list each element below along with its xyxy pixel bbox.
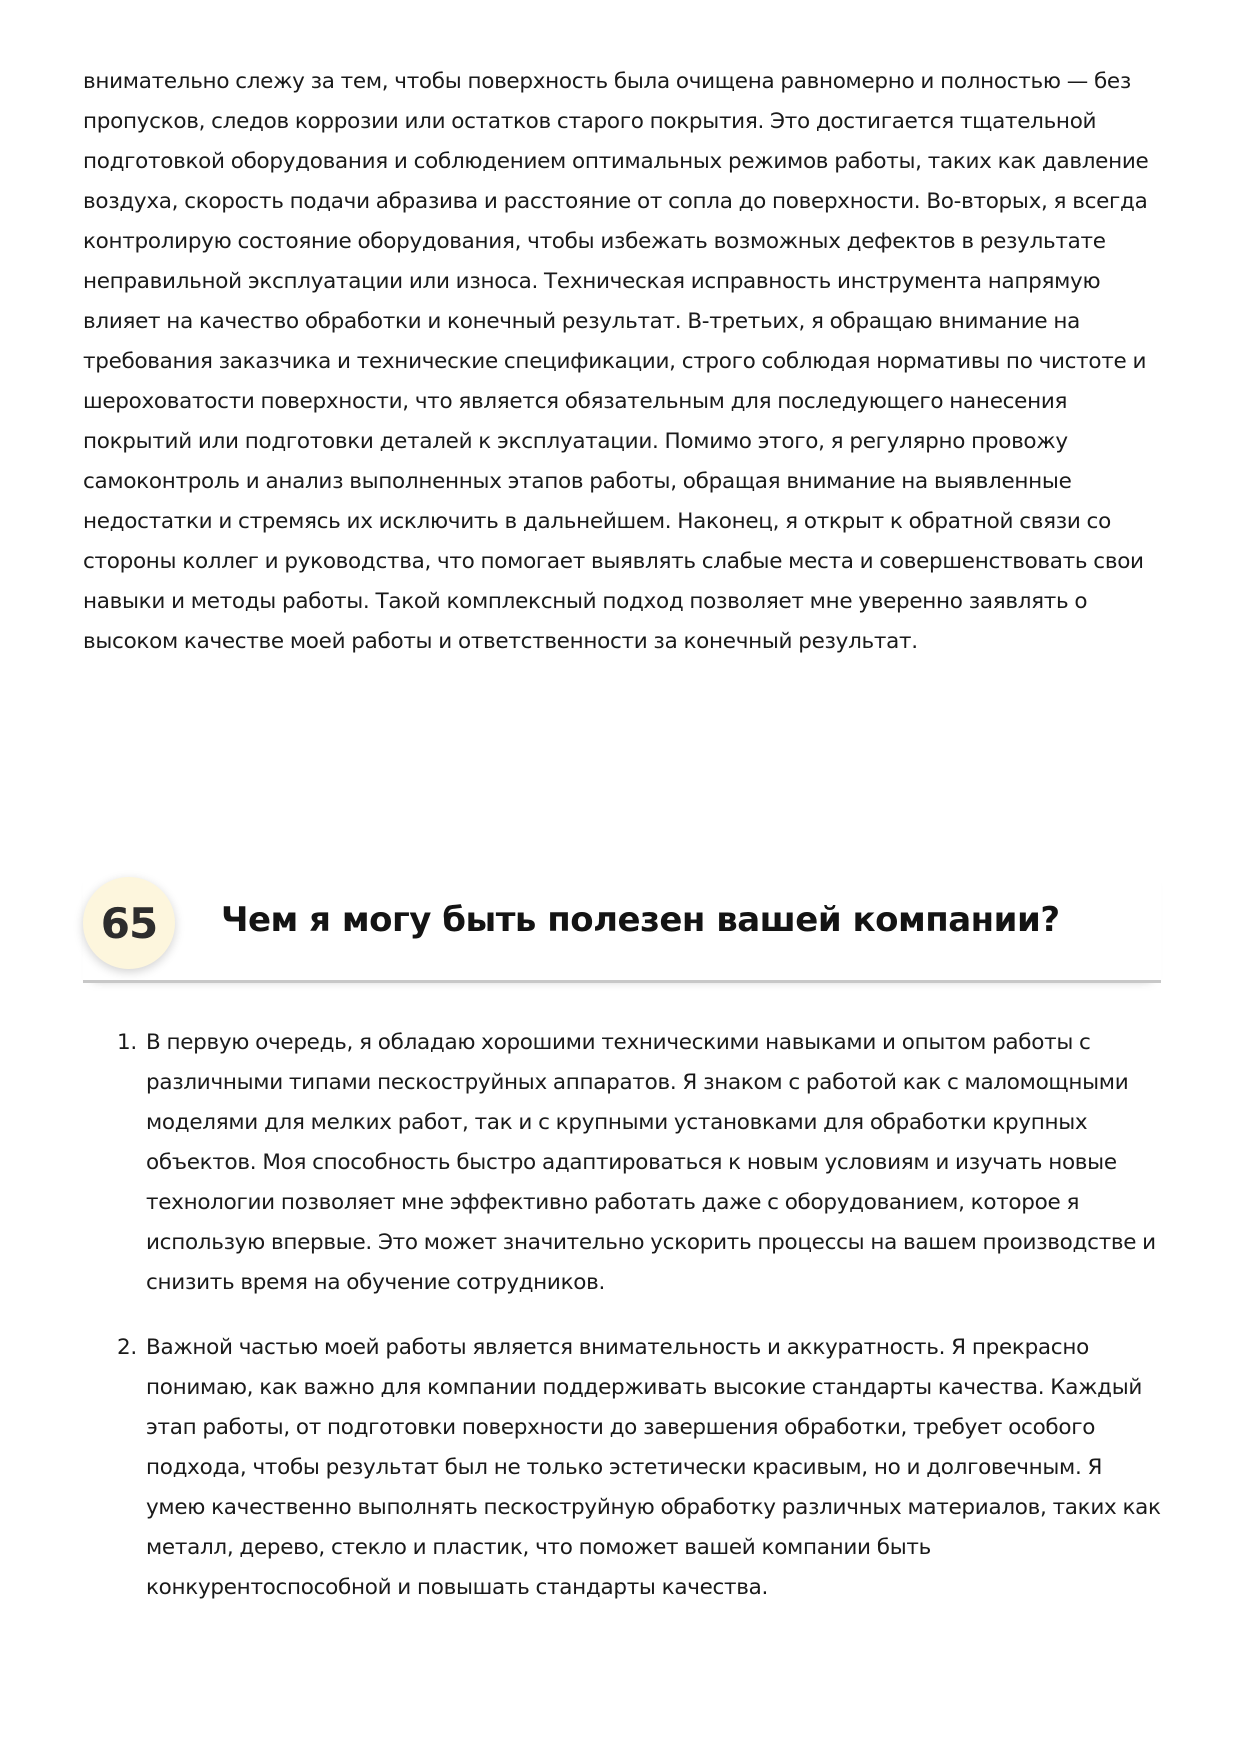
list-item-text: Важной частью моей работы является внимательность и аккуратность. Я прекрасно понимаю, как важно для компании поддерживать высокие стандарты качества. Каждый этап работы, от подготовки поверхности до завершения обработки, требует особого подхода, чтобы результат был не только эстетически красивым, но и долговечным. Я умею качественно выполнять пескоструйную обработку различных материалов, таких как металл, дерево, стекло и пластик, что поможет вашей компании быть конкурентоспособной и повышать стандарты качества. [146, 1335, 1161, 1600]
section-title: Чем я могу быть полезен вашей компании? [221, 900, 1060, 940]
list-item-text: В первую очередь, я обладаю хорошими техническими навыками и опытом работы с различными типами пескоструйных аппаратов. Я знаком с работой как с маломощными моделями для мелких работ, так и с крупными установками для обработки крупных объектов. Моя способность быстро адаптироваться к новым условиям и изучать новые технологии позволяет мне эффективно работать даже с оборудованием, которое я использую впервые. Это может значительно ускорить процессы на вашем производстве и снизить время на обучение сотрудников. [146, 1030, 1156, 1295]
list-item [113, 1328, 1163, 1608]
list-item [113, 1023, 1163, 1303]
answer-list [113, 1023, 1163, 1633]
section-number-badge: 65 [83, 877, 175, 969]
list-item-number: 1. [117, 1030, 137, 1055]
intro-paragraph: внимательно слежу за тем, чтобы поверхность была очищена равномерно и полностью — без пропусков, следов коррозии или остатков старого покрытия. Это достигается тщательной подготовкой оборудования и соблюдением оптимальных режимов работы, таких как давление воздуха, скорость подачи абразива и расстояние от сопла до поверхности. Во-вторых, я всегда контролирую состояние оборудования, чтобы избежать возможных дефектов в результате неправильной эксплуатации или износа. Техническая исправность инструмента напрямую влияет на качество обработки и конечный результат. В-третьих, я обращаю внимание на требования заказчика и технические спецификации, строго соблюдая нормативы по чистоте и шероховатости поверхности, что является обязательным для последующего нанесения покрытий или подготовки деталей к эксплуатации. Помимо этого, я регулярно провожу самоконтроль и анализ выполненных этапов работы, обращая внимание на выявленные недостатки и стремясь их исключить в дальнейшем. Наконец, я открыт к обратной связи со стороны коллег и руководства, что помогает выявлять слабые места и совершенствовать свои навыки и методы работы. Такой комплексный подход позволяет мне уверенно заявлять о высоком качестве моей работы и ответственности за конечный результат. [83, 69, 1149, 654]
list-item-number: 2. [117, 1335, 137, 1360]
section-header [83, 870, 1161, 983]
